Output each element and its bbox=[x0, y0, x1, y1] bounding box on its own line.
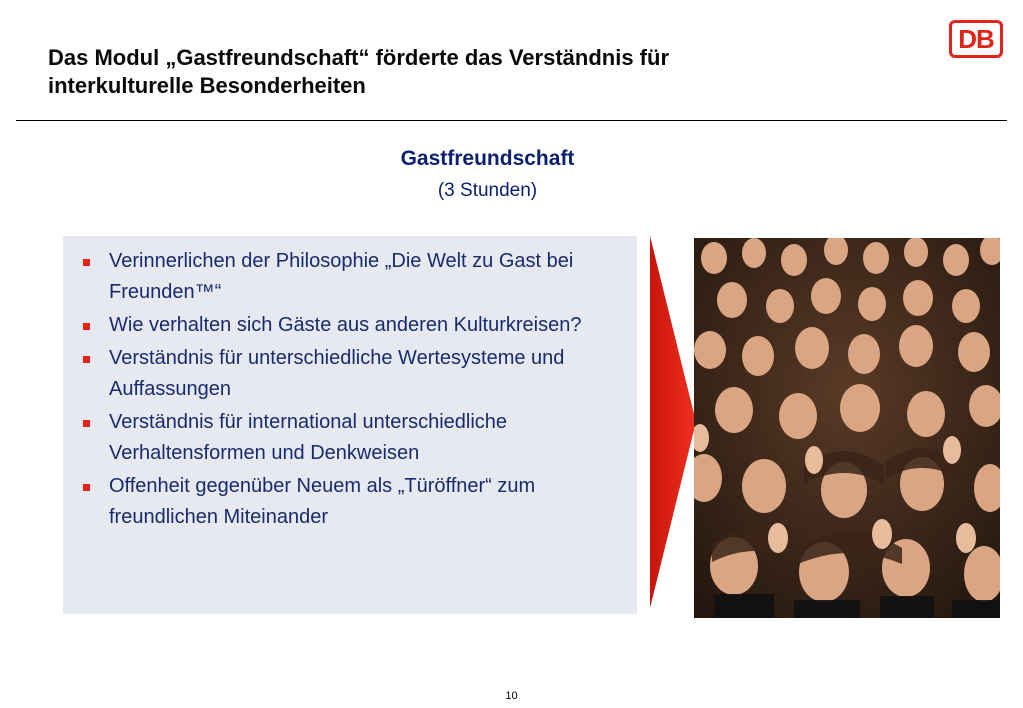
bullet-square-icon bbox=[83, 323, 90, 330]
bullet-item bbox=[83, 343, 623, 405]
arrow-right-icon bbox=[650, 236, 696, 608]
bullet-text: Verständnis für international unterschiedliche Verhaltensformen und Denkweisen bbox=[109, 411, 508, 464]
crowd-photo bbox=[694, 238, 1000, 618]
bullet-item bbox=[83, 471, 623, 533]
page-number: 10 bbox=[505, 690, 518, 702]
bullet-text: Verinnerlichen der Philosophie „Die Welt zu Gast bei Freunden™“ bbox=[109, 250, 574, 303]
bullet-item bbox=[83, 407, 623, 469]
bullet-item bbox=[83, 246, 623, 308]
db-logo bbox=[949, 20, 1003, 58]
bullet-text: Offenheit gegenüber Neuem als „Türöffner“ zum freundlichen Miteinander bbox=[109, 475, 536, 528]
bullet-square-icon bbox=[83, 420, 90, 427]
crowd-photo-illustration bbox=[694, 238, 1000, 618]
bullet-text: Wie verhalten sich Gäste aus anderen Kulturkreisen? bbox=[109, 314, 582, 336]
bullet-square-icon bbox=[83, 259, 90, 266]
module-duration: (3 Stunden) bbox=[437, 180, 538, 201]
slide-title bbox=[48, 44, 868, 100]
slide-title-line-2: interkulturelle Besonderheiten bbox=[48, 73, 366, 98]
db-logo-text: DB bbox=[958, 23, 994, 54]
bullet-list bbox=[63, 236, 637, 533]
bullet-text: Verständnis für unterschiedliche Wertesysteme und Auffassungen bbox=[109, 347, 565, 400]
module-title: Gastfreundschaft bbox=[400, 147, 575, 170]
bullet-square-icon bbox=[83, 484, 90, 491]
slide-title-line-1: Das Modul „Gastfreundschaft“ förderte das Verständnis für bbox=[48, 45, 670, 70]
content-box bbox=[63, 236, 637, 614]
bullet-item bbox=[83, 310, 623, 341]
title-divider bbox=[16, 120, 1007, 121]
bullet-square-icon bbox=[83, 356, 90, 363]
